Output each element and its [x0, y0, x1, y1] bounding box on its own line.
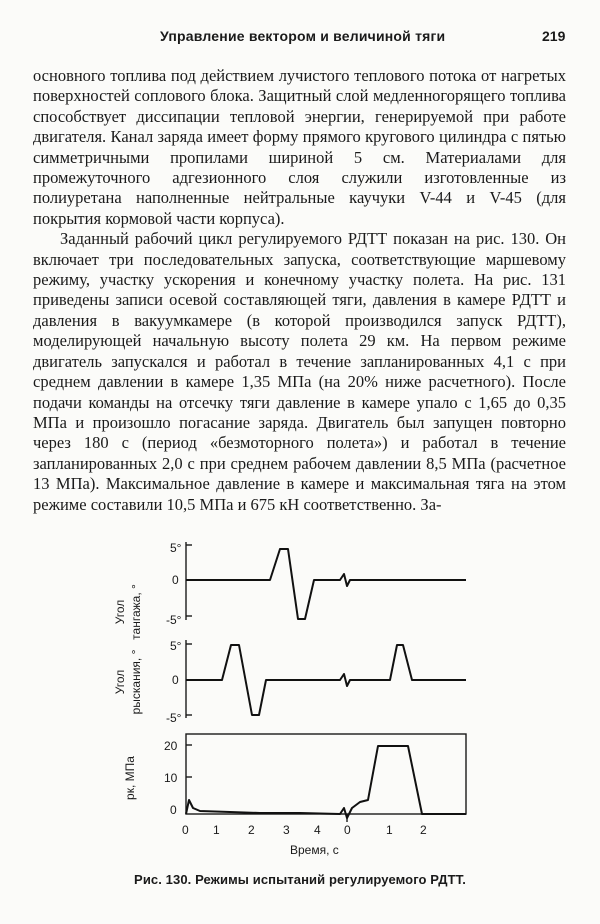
pitch-panel — [113, 541, 466, 640]
pitch-tick-mid: 0 — [172, 573, 179, 587]
x-tick-4: 4 — [314, 823, 321, 837]
running-title: Управление вектором и величиной тяги — [160, 28, 446, 44]
yaw-tick-top: 5° — [170, 639, 182, 653]
pressure-frame — [186, 734, 466, 814]
running-head — [0, 28, 600, 48]
yaw-ylabel-line1: Угол — [113, 669, 127, 695]
x-tick-restart-0: 0 — [344, 823, 351, 837]
pitch-ylabel-line2: тангажа, ° — [129, 584, 143, 640]
pitch-trace — [186, 549, 466, 619]
pitch-tick-bottom: -5° — [166, 613, 182, 627]
test-modes-chart — [100, 532, 500, 872]
yaw-panel — [113, 639, 466, 725]
page-number: 219 — [542, 28, 566, 44]
figure-caption: Рис. 130. Режимы испытаний регулируемого РДТТ. — [134, 872, 466, 887]
pressure-ylabel: pк, МПа — [123, 756, 137, 800]
pitch-tick-top: 5° — [170, 541, 182, 555]
pressure-tick-top: 20 — [164, 739, 178, 753]
x-tick-0: 0 — [182, 823, 189, 837]
pressure-panel — [123, 734, 466, 822]
x-tick-restart-1: 1 — [386, 823, 393, 837]
paragraph-1: основного топлива под действием лучистого теплового потока от нагретых поверхностей соплового блока. Защитный слой медленногорящего топлива способствует диссипации тепловой энергии, генерируемой при работе двигателя. Канал заряда имеет форму прямого кругового цилиндра с пятью симметричными пропилами шириной 5 см. Материалами для промежуточного адгезионного слоя служили изготовленные из полиуретана наполненные нейтральные каучуки V-44 и V-45 (для покрытия кормовой части корпуса). — [33, 66, 566, 228]
yaw-tick-mid: 0 — [172, 673, 179, 687]
x-axis-label: Время, с — [290, 843, 339, 857]
x-axis — [182, 823, 427, 857]
figure-130 — [100, 532, 500, 872]
pressure-trace — [186, 746, 466, 818]
x-tick-3: 3 — [283, 823, 290, 837]
pressure-tick-mid: 10 — [164, 771, 178, 785]
yaw-trace — [186, 645, 466, 715]
pitch-ylabel-line1: Угол — [113, 599, 127, 625]
pressure-tick-bottom: 0 — [170, 803, 177, 817]
yaw-ylabel-line2: рыскания, ° — [129, 649, 143, 715]
yaw-tick-bottom: -5° — [166, 711, 182, 725]
x-tick-2: 2 — [248, 823, 255, 837]
paragraph-2: Заданный рабочий цикл регулируемого РДТТ показан на рис. 130. Он включает три последовательных запуска, соответствующие маршевому режиму, участку ускорения и конечному участку полета. На рис. 131 приведены записи осевой составляющей тяги, давления в камере РДТТ и давления в вакуумкамере (в которой производился запуск РДТТ), моделирующей начальную высоту полета 29 км. На первом режиме двигатель запускался и работал в течение запланированных 4,1 с при среднем давлении в камере 1,35 МПа (на 20% ниже расчетного). После подачи команды на отсечку тяги давление в камере упало с 1,65 до 0,35 МПа и произошло погасание заряда. Двигатель был запущен повторно через 180 с (период «безмоторного полета») и работал в течение запланированных 2,0 с при среднем рабочем давлении 8,5 МПа (расчетное 13 МПа). Максимальное давление в камере и максимальная тяга на этом режиме составили 10,5 МПа и 675 кН соответственно. За- — [33, 229, 566, 514]
body-text — [33, 66, 566, 515]
x-tick-1: 1 — [213, 823, 220, 837]
x-tick-restart-2: 2 — [420, 823, 427, 837]
